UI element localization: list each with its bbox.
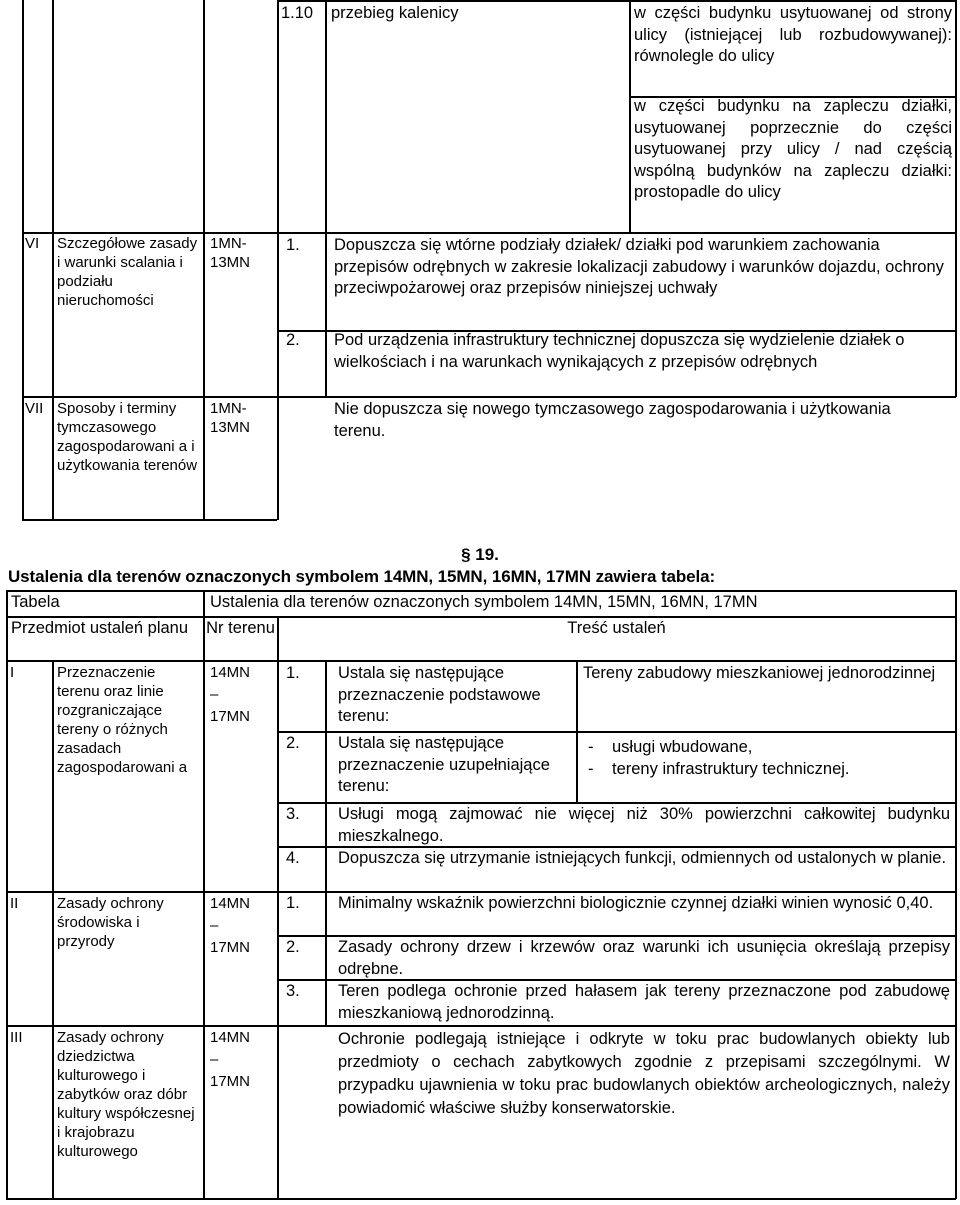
item-value: usługi wbudowane, — [612, 738, 753, 756]
item-number: 1. — [286, 664, 300, 682]
item-text: Nie dopuszcza się nowego tymczasowego zagospodarowania i użytkowania terenu. — [334, 400, 891, 440]
item-number: 3. — [286, 982, 300, 1000]
area-symbol-start: 14MN — [210, 664, 251, 681]
item-number: 4. — [286, 849, 300, 867]
item-text: Dopuszcza się utrzymanie istniejących funkcji, odmiennych od ustalonych w planie. — [338, 849, 947, 867]
header-subject: Przedmiot ustaleń planu — [11, 619, 189, 637]
area-symbol-start: 14MN — [210, 1029, 251, 1046]
row-subject: Sposoby i terminy tymczasowego zagospodarowani a i użytkowania terenów — [57, 400, 198, 474]
area-symbol-dash: – — [210, 1051, 219, 1068]
row-subject: Zasady ochrony środowiska i przyrody — [57, 895, 164, 950]
item-text: Dopuszcza się wtórne podziały działek/ działki pod warunkiem zachowania przepisów odrębnych w zakresie lokalizacji zabudowy i warunków dojazdu, ochrony przeciwpożarowej oraz przepisów niniejszej uchwały — [334, 236, 944, 297]
roman-numeral: III — [10, 1029, 23, 1046]
table-caption: Ustalenia dla terenów oznaczonych symbolem 14MN, 15MN, 16MN, 17MN — [210, 593, 758, 611]
item-text: Zasady ochrony drzew i krzewów oraz warunki ich usunięcia określają przepisy odrębne. — [338, 938, 950, 978]
item-text: Minimalny wskaźnik powierzchni biologicznie czynnej działki winien wynosić 0,40. — [338, 894, 934, 912]
item-number: 2. — [286, 734, 300, 752]
item-text: Pod urządzenia infrastruktury technicznej dopuszcza się wydzielenie działek o wielkościach i na warunkach wynikających z przepisów odrębnych — [334, 331, 905, 371]
roman-numeral: VI — [25, 235, 40, 252]
item-value: tereny infrastruktury technicznej. — [612, 760, 850, 778]
item-number: 3. — [286, 805, 300, 823]
item-label: Ustala się następujące przeznaczenie uzupełniające terenu: — [338, 734, 550, 795]
area-symbol-dash: – — [210, 686, 219, 703]
bullet-dash: - — [588, 738, 594, 756]
roman-numeral: VII — [25, 400, 44, 417]
item-text: Usługi mogą zajmować nie więcej niż 30% powierzchni całkowitej budynku mieszkalnego. — [338, 805, 950, 845]
item-number: 2. — [286, 331, 300, 349]
row-number: 1.10 — [281, 4, 314, 22]
section-number: § 19. — [461, 545, 499, 564]
item-number: 1. — [286, 894, 300, 912]
row-label: przebieg kalenicy — [331, 4, 459, 22]
row-subject: Zasady ochrony dziedzictwa kulturowego i zabytków oraz dóbr kultury współczesnej i krajobrazu kulturowego — [57, 1029, 195, 1160]
area-symbol-start: 14MN — [210, 895, 251, 912]
area-symbol: 1MN- 13MN — [210, 400, 251, 436]
bullet-dash: - — [588, 760, 594, 778]
row-subject: Szczegółowe zasady i warunki scalania i podziału nieruchomości — [57, 235, 198, 309]
section-heading: Ustalenia dla terenów oznaczonych symbolem 14MN, 15MN, 16MN, 17MN zawiera tabela: — [8, 567, 716, 586]
header-content: Treść ustaleń — [567, 619, 666, 637]
area-symbol-dash: – — [210, 917, 219, 934]
ridge-front-text: w części budynku usytuowanej od strony ulicy (istniejącej lub rozbudowywanej): równolegle do ulicy — [634, 4, 952, 65]
table-label: Tabela — [11, 593, 60, 611]
area-symbol-end: 17MN — [210, 1073, 251, 1090]
row-subject: Przeznaczenie terenu oraz linie rozgraniczające tereny o różnych zasadach zagospodarowani a — [57, 664, 188, 776]
item-text: Teren podlega ochronie przed hałasem jak tereny przeznaczone pod zabudowę mieszkaniową jednorodzinną. — [338, 982, 950, 1022]
roman-numeral: II — [10, 895, 19, 912]
item-number: 1. — [286, 236, 300, 254]
area-symbol: 1MN- 13MN — [210, 235, 251, 271]
item-number: 2. — [286, 938, 300, 956]
area-symbol-end: 17MN — [210, 939, 251, 956]
area-symbol-end: 17MN — [210, 708, 251, 725]
item-label: Ustala się następujące przeznaczenie podstawowe terenu: — [338, 664, 541, 725]
item-text: Ochronie podlegają istniejące i odkryte w toku prac budowlanych obiekty lub przedmioty o cechach zabytkowych zgodnie z przepisami szczególnymi. W przypadku ujawnienia w toku prac budowlanych obiektów archeologicznych, należy powiadomić właściwe służby konserwatorskie. — [338, 1030, 950, 1117]
header-area-number: Nr terenu — [206, 619, 275, 637]
roman-numeral: I — [10, 664, 15, 681]
ridge-back-text: w części budynku na zapleczu działki, usytuowanej poprzecznie do części usytuowanej przy ulicy / nad częścią wspólną budynków na zapleczu działki: prostopadle do ulicy — [634, 97, 952, 201]
item-value: Tereny zabudowy mieszkaniowej jednorodzinnej — [583, 664, 936, 682]
